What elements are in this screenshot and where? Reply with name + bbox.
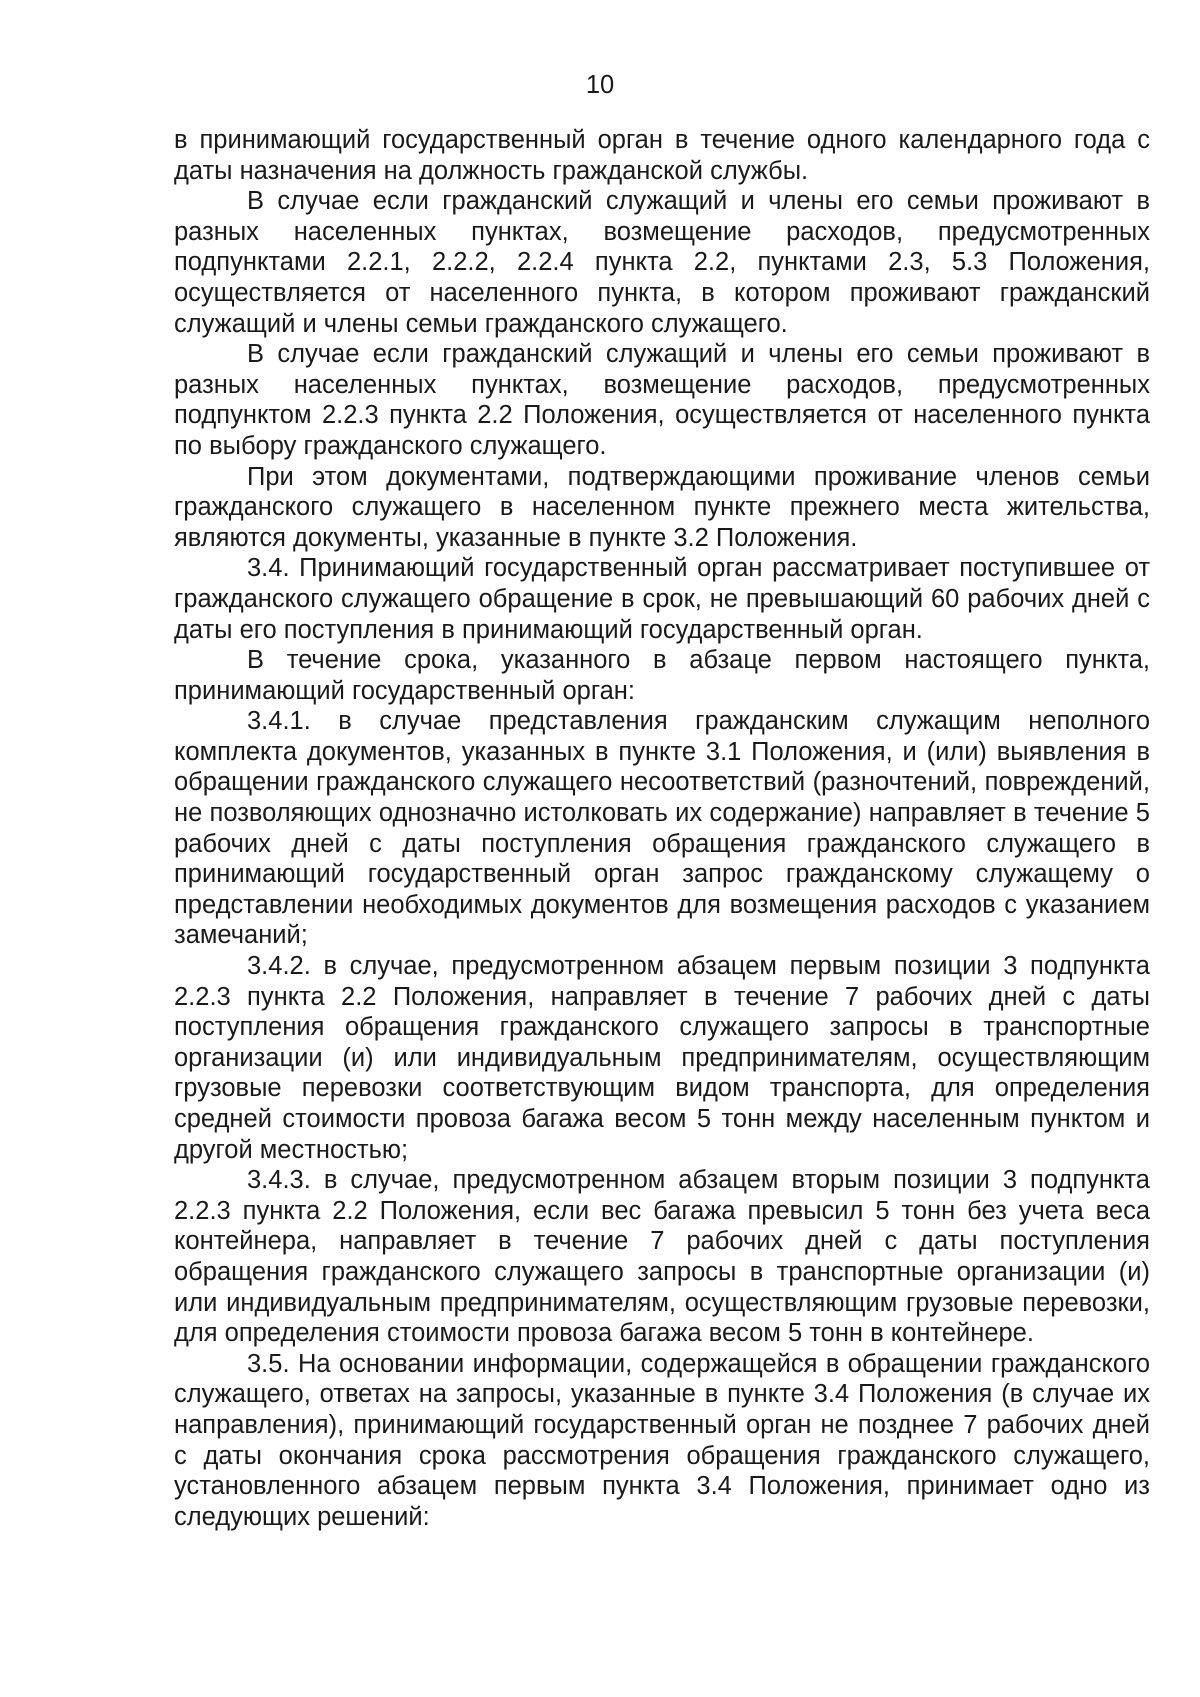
page-number: 10: [585, 71, 615, 99]
paragraph-3-4-1: 3.4.1. в случае представления гражданским служащим неполного комплекта документов, указанных в пункте 3.1 Положения, и (или) выявления в обращении гражданского служащего несоответствий (разночтений, повреждений, не позволяющих однозначно истолковать их содержание) направляет в течение 5 рабочих дней с даты поступления обращения гражданского служащего в принимающий государственный орган запрос гражданскому служащему о представлении необходимых документов для возмещения расходов с указанием замечаний;: [174, 707, 1150, 950]
paragraph-3-4-period: В течение срока, указанного в абзаце первом настоящего пункта, принимающий государственный орган:: [174, 646, 1150, 705]
paragraph-continuation: в принимающий государственный орган в течение одного календарного года с даты назначения на должность гражданской службы.: [174, 126, 1150, 185]
paragraph-different-localities-baggage: В случае если гражданский служащий и члены его семьи проживают в разных населенных пунктах, возмещение расходов, предусмотренных подпунктом 2.2.3 пункта 2.2 Положения, осуществляется от населенного пункта по выбору гражданского служащего.: [174, 340, 1150, 460]
paragraph-3-5: 3.5. На основании информации, содержащейся в обращении гражданского служащего, ответах на запросы, указанные в пункте 3.4 Положения (в случае их направления), принимающий государственный орган не позднее 7 рабочих дней с даты окончания срока рассмотрения обращения гражданского служащего, установленного абзацем первым пункта 3.4 Положения, принимает одно из следующих решений:: [174, 1349, 1150, 1531]
paragraph-3-4-2: 3.4.2. в случае, предусмотренном абзацем первым позиции 3 подпункта 2.2.3 пункта 2.2 Положения, направляет в течение 7 рабочих дней с даты поступления обращения гражданского служащего запросы в транспортные организации (и) или индивидуальным предпринимателям, осуществляющим грузовые перевозки соответствующим видом транспорта, для определения средней стоимости провоза багажа весом 5 тонн между населенным пунктом и другой местностью;: [174, 952, 1150, 1164]
document-body: [174, 125, 1150, 1532]
paragraph-3-4: 3.4. Принимающий государственный орган рассматривает поступившее от гражданского служащего обращение в срок, не превышающий 60 рабочих дней с даты его поступления в принимающий государственный орган.: [174, 554, 1150, 644]
paragraph-different-localities-general: В случае если гражданский служащий и члены его семьи проживают в разных населенных пунктах, возмещение расходов, предусмотренных подпунктами 2.2.1, 2.2.2, 2.2.4 пункта 2.2, пунктами 2.3, 5.3 Положения, осуществляется от населенного пункта, в котором проживают гражданский служащий и члены семьи гражданского служащего.: [174, 187, 1150, 338]
paragraph-3-4-3: 3.4.3. в случае, предусмотренном абзацем вторым позиции 3 подпункта 2.2.3 пункта 2.2 Положения, если вес багажа превысил 5 тонн без учета веса контейнера, направляет в течение 7 рабочих дней с даты поступления обращения гражданского служащего запросы в транспортные организации (и) или индивидуальным предпринимателям, осуществляющим грузовые перевозки, для определения стоимости провоза багажа весом 5 тонн в контейнере.: [174, 1166, 1150, 1348]
paragraph-residence-documents: При этом документами, подтверждающими проживание членов семьи гражданского служащего в населенном пункте прежнего места жительства, являются документы, указанные в пункте 3.2 Положения.: [174, 462, 1150, 552]
